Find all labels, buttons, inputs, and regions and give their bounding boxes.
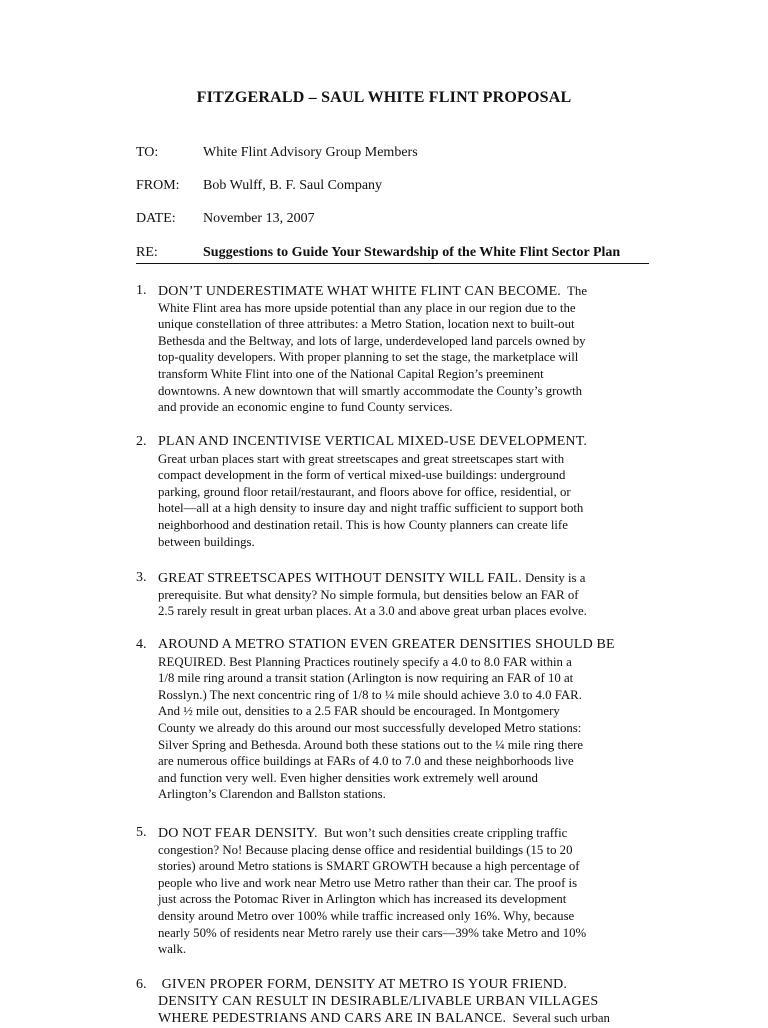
list-item-heading-line xyxy=(158,434,656,451)
list-item-line: Bethesda and the Beltway, and lots of large, underdeveloped land parcels owned by xyxy=(158,333,586,348)
list-item-line: stories) around Metro stations is SMART GROWTH because a high percentage of xyxy=(158,859,580,874)
list-item-line: 2.5 rarely result in great urban places. At a 3.0 and above great urban places evolve. xyxy=(158,604,587,619)
memo-re-value: Suggestions to Guide Your Stewardship of the White Flint Sector Plan xyxy=(203,245,621,260)
list-item-line: Arlington’s Clarendon and Ballston stations. xyxy=(158,787,386,802)
list-item-heading-line xyxy=(158,1010,656,1027)
list-item-line: nearly 50% of residents near Metro rarely use their cars—39% take Metro and 10% xyxy=(158,925,587,940)
list-item-text xyxy=(158,283,656,416)
list-item-heading-tail: Several such urban xyxy=(506,1011,610,1026)
memo-from-value: Bob Wulff, B. F. Saul Company xyxy=(203,178,383,193)
list-item-number: 6. xyxy=(136,977,147,992)
list-item-text xyxy=(158,434,656,550)
memo-re-label: RE: xyxy=(136,245,158,260)
list-item-heading: GIVEN PROPER FORM, DENSITY AT METRO IS YOUR FRIEND. xyxy=(158,977,568,992)
memo-date-value: November 13, 2007 xyxy=(203,211,315,226)
list-item-line: congestion? No! Because placing dense office and residential buildings (15 to 20 xyxy=(158,842,573,857)
memo-date-label: DATE: xyxy=(136,211,176,226)
list-item-heading-line xyxy=(158,283,656,300)
list-item-line: are numerous office buildings at FARs of 4.0 to 7.0 and these neighborhoods live xyxy=(158,754,574,769)
list-item-line: just across the Potomac River in Arlington which has increased its development xyxy=(158,892,567,907)
list-item-line: neighborhood and destination retail. This is how County planners can create life xyxy=(158,517,568,532)
list-item-heading-tail: But won’t such densities create crippling traffic xyxy=(317,826,568,840)
list-item-line: prerequisite. But what density? No simple formula, but densities below an FAR of xyxy=(158,587,579,602)
list-item-text xyxy=(158,570,656,620)
list-item-line: Rosslyn.) The next concentric ring of 1/8 to ¼ mile should achieve 3.0 to 4.0 FAR. xyxy=(158,687,582,702)
list-item-line: hotel—all at a high density to insure day and night traffic sufficient to support both xyxy=(158,501,584,516)
list-item-line: people who live and work near Metro use Metro rather than their car. The proof is xyxy=(158,875,578,890)
list-item-heading: AROUND A METRO STATION EVEN GREATER DENSITIES SHOULD BE xyxy=(158,637,615,652)
list-item-line: top-quality developers. With proper planning to set the stage, the marketplace will xyxy=(158,350,579,365)
list-item-line: transform White Flint into one of the National Capital Region’s preeminent xyxy=(158,366,544,381)
list-item-heading: DON’T UNDERESTIMATE WHAT WHITE FLINT CAN BECOME. xyxy=(158,284,561,299)
list-item-number: 1. xyxy=(136,283,147,298)
subject-underline xyxy=(136,263,649,264)
list-item-heading-tail: The xyxy=(560,284,588,298)
list-item-heading-line xyxy=(158,825,656,842)
list-item-number: 4. xyxy=(136,637,147,652)
list-item-line: Silver Spring and Bethesda. Around both these stations out to the ¼ mile ring there xyxy=(158,737,584,752)
list-item-line: REQUIRED. Best Planning Practices routinely specify a 4.0 to 8.0 FAR within a xyxy=(158,654,572,669)
list-item-line: density around Metro over 100% while traffic increased only 16%. Why, because xyxy=(158,908,575,923)
list-item-heading: DO NOT FEAR DENSITY. xyxy=(158,826,318,841)
list-item-line: And ½ mile out, densities to a 2.5 FAR should be encouraged. In Montgomery xyxy=(158,704,560,719)
list-item-heading-tail: Density is a xyxy=(521,571,586,585)
list-item-text xyxy=(158,825,656,958)
list-item-text xyxy=(158,637,656,803)
list-item-line: White Flint area has more upside potential than any place in our region due to the xyxy=(158,300,576,315)
list-item-line: 1/8 mile ring around a transit station (Arlington is now requiring an FAR of 10 at xyxy=(158,671,574,686)
list-item-line: compact development in the form of vertical mixed-use buildings: underground xyxy=(158,468,566,483)
list-item-number: 5. xyxy=(136,825,147,840)
list-item-number: 3. xyxy=(136,570,147,585)
list-item-heading-line xyxy=(158,637,656,654)
memo-to-label: TO: xyxy=(136,145,159,160)
list-item-heading: PLAN AND INCENTIVISE VERTICAL MIXED-USE DEVELOPMENT. xyxy=(158,434,588,449)
list-item-line: County we already do this around our most successfully developed Metro stations: xyxy=(158,720,582,735)
list-item-line: Great urban places start with great streetscapes and great streetscapes start with xyxy=(158,451,565,466)
memo-to-value: White Flint Advisory Group Members xyxy=(203,145,418,160)
list-item-line: parking, ground floor retail/restaurant, and floors above for office, residential, or xyxy=(158,484,571,499)
list-item-line: unique constellation of three attributes: a Metro Station, location next to built-out xyxy=(158,317,575,332)
list-item-text xyxy=(158,977,656,1027)
list-item-number: 2. xyxy=(136,434,147,449)
list-item-line: and provide an economic engine to fund County services. xyxy=(158,400,453,415)
list-item-line: between buildings. xyxy=(158,534,255,549)
memo-from-label: FROM: xyxy=(136,178,180,193)
list-item-heading: GREAT STREETSCAPES WITHOUT DENSITY WILL FAIL. xyxy=(158,571,522,586)
list-item-heading: WHERE PEDESTRIANS AND CARS ARE IN BALANCE. xyxy=(158,1011,507,1027)
list-item-heading: DENSITY CAN RESULT IN DESIRABLE/LIVABLE URBAN VILLAGES xyxy=(158,993,599,1009)
list-item-heading-line xyxy=(158,570,656,587)
document-title: FITZGERALD – SAUL WHITE FLINT PROPOSAL xyxy=(196,89,572,106)
list-item-line: downtowns. A new downtown that will smartly accommodate the County’s growth xyxy=(158,383,583,398)
list-item-line: and function very well. Even higher densities work extremely well around xyxy=(158,770,538,785)
list-item-line: walk. xyxy=(158,942,187,957)
